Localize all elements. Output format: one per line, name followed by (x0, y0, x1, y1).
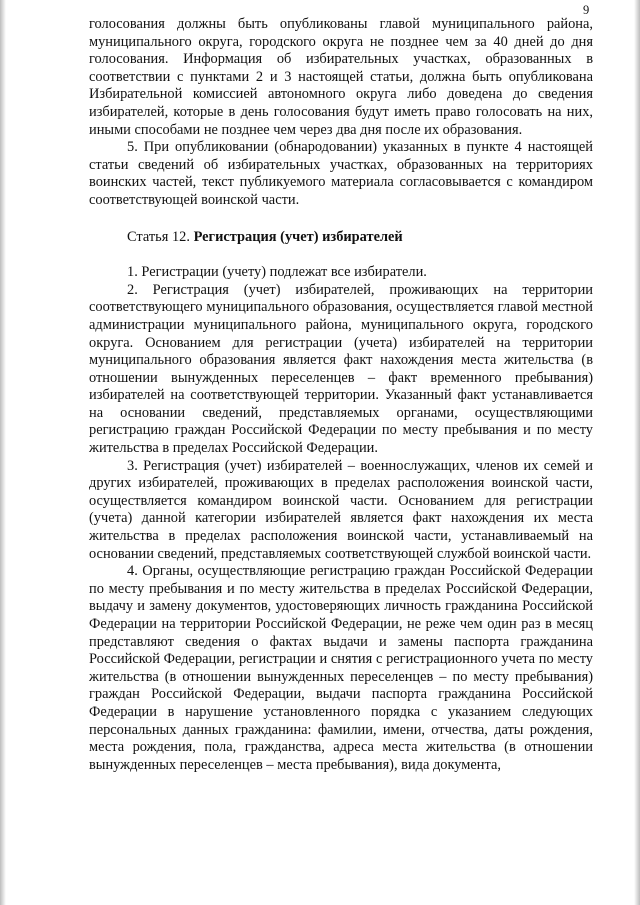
article-paragraph-1: 1. Регистрации (учету) подлежат все избиратели. (127, 264, 427, 281)
page-right-edge-shadow (634, 0, 640, 905)
document-body (89, 16, 593, 774)
continuation-paragraph: голосования должны быть опубликованы главой муниципального района, муниципального округа, городского округа не позднее чем за 40 дней до дня голосования. Информация об избирательных участках, образованных в соответствии с пунктами 2 и 3 настоящей статьи, должна быть опубликована Избирательной комиссией автономного округа либо доведена до сведения избирателей, которые в день голосования будут иметь право голосовать на них, иными способами не позднее чем через два дня после их образования. (89, 16, 593, 138)
article-paragraph-3: 3. Регистрация (учет) избирателей – военнослужащих, членов их семей и других избирателей, проживающих в пределах расположения воинской части, осуществляется командиром воинской части. Основанием для регистрации (учета) данной категории избирателей является факт нахождения их места жительства в пределах расположения воинской части, устанавливаемый на основании сведений, представляемых соответствующей службой воинской части. (89, 457, 593, 562)
paragraph-5: 5. При опубликовании (обнародовании) указанных в пункте 4 настоящей статьи сведений об избирательных участках, образованных на территориях воинских частей, текст публикуемого материала согласовывается с командиром соответствующей воинской части. (89, 139, 593, 208)
article-paragraph-2: 2. Регистрация (учет) избирателей, проживающих на территории соответствующего муниципального образования, осуществляется главой местной администрации муниципального района, муниципального округа, городского округа. Основанием для регистрации (учета) избирателей на территории муниципального образования является факт нахождения места жительства (в отношении вынужденных переселенцев – факт временного пребывания) избирателей на соответствующей территории. Указанный факт устанавливается на основании сведений, представляемых органами, осуществляющими регистрацию граждан Российской Федерации по месту пребывания и по месту жительства в пределах Российской Федерации. (89, 281, 593, 457)
article-number: Статья 12. (127, 228, 190, 245)
article-title: Регистрация (учет) избирателей (193, 228, 403, 245)
page-left-edge-shadow (0, 0, 6, 905)
article-heading (89, 229, 593, 247)
page-number: 9 (583, 3, 590, 17)
article-paragraph-4: 4. Органы, осуществляющие регистрацию граждан Российской Федерации по месту пребывания и по месту жительства в пределах Российской Федерации, выдачу и замену документов, удостоверяющих личность гражданина Российской Федерации на территории Российской Федерации, не реже чем один раз в месяц представляют сведения о фактах выдачи и замены паспорта гражданина Российской Федерации, регистрации и снятия с регистрационного учета по месту жительства (в отношении вынужденных переселенцев – по месту пребывания) граждан Российской Федерации, выдачи паспорта гражданина Российской Федерации в нарушение установленного порядка с указанием следующих персональных данных гражданина: фамилии, имени, отчества, даты рождения, места рождения, пола, гражданства, адреса места жительства (в отношении вынужденных переселенцев – места пребывания), вида документа, (89, 563, 593, 773)
